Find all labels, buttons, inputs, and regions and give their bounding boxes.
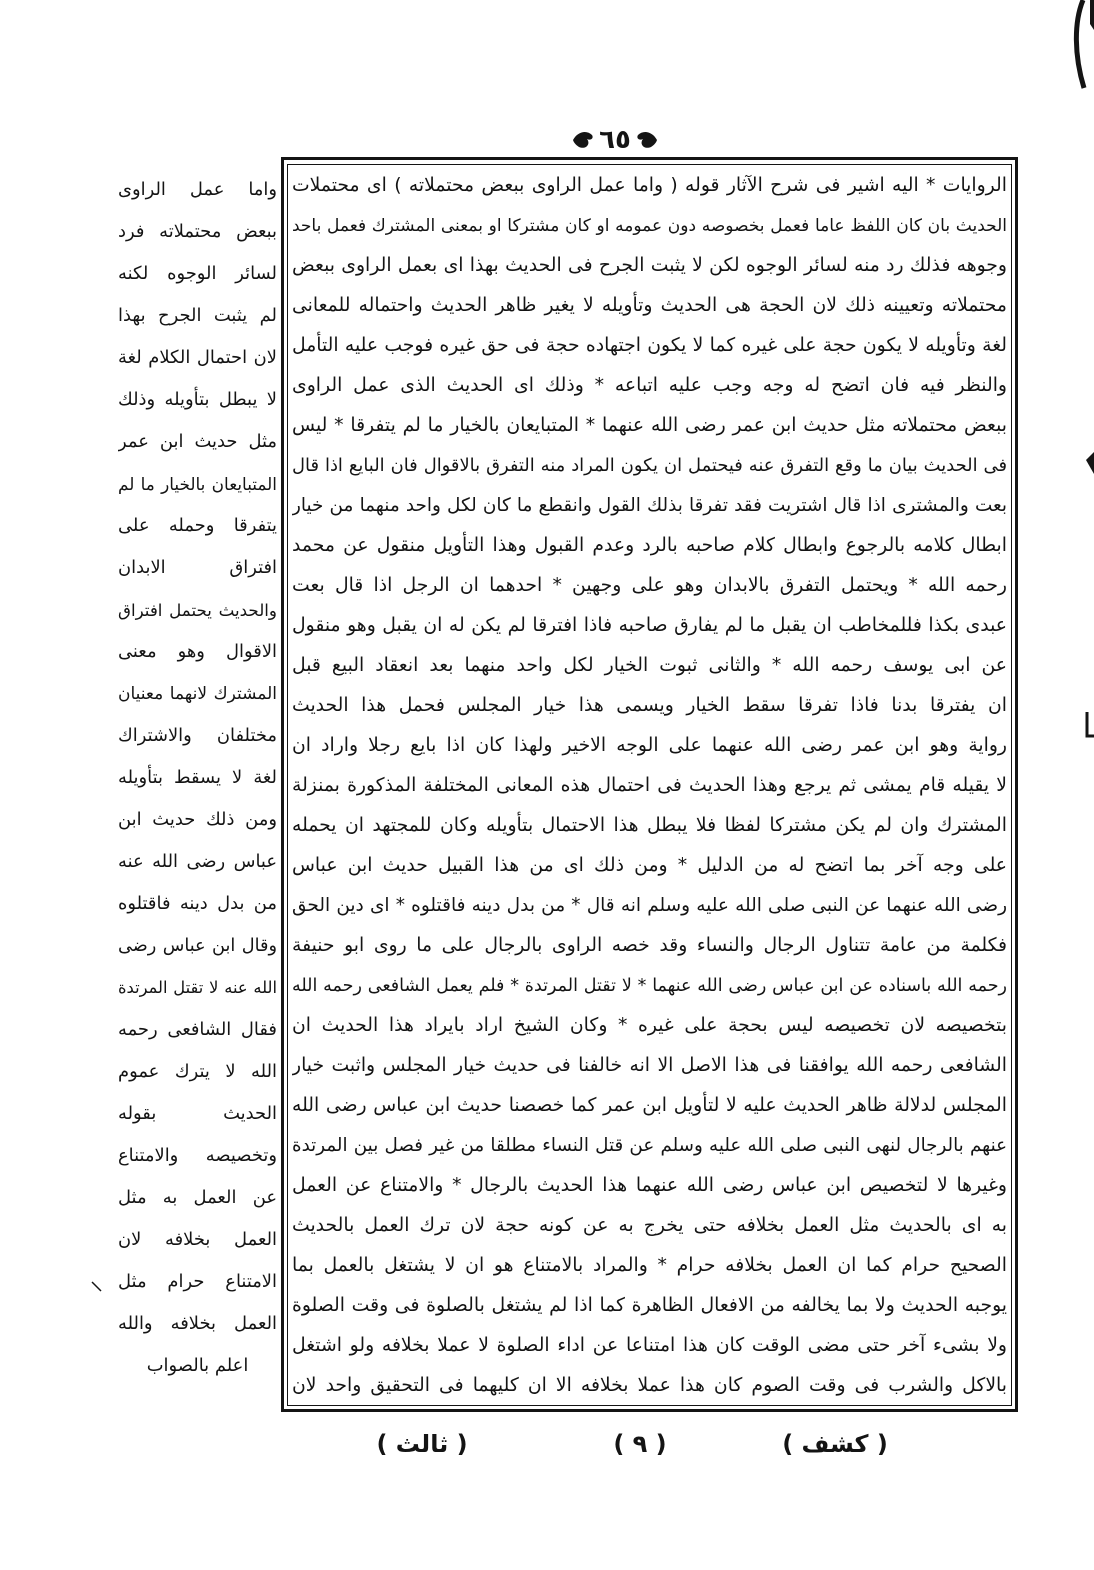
margin-note-line: المشترك لانهما معنيان [118,684,277,704]
main-text [292,166,1007,1406]
main-text-line: عنهم بالرجال لنهى النبى صلى الله عليه وسلم عن قتل النساء مطلقا من غير فصل بين المرتدة [292,1135,1007,1156]
margin-note-line: الله لا يترك عموم [118,1061,277,1082]
main-text-line: رحمه الله * ويحتمل التفرق بالابدان وهو على وجهين * احدهما ان الرجل اذا قال بعت [292,575,1007,596]
main-text-line: ولا بشىء آخر حتى مضى الوقت كان هذا امتناعا عن اداء الصلوة لا عملا بخلافه ولو اشتغل [292,1335,1007,1356]
margin-note-line: الاقوال وهو معنى [118,641,277,662]
footer-signature-center: ( ٩ ) [613,1430,667,1458]
margin-note-line: الحديث بقوله [118,1103,277,1124]
main-text-line: عن ابى يوسف رحمه الله * والثانى ثبوت الخيار لكل واحد منهما بعد انعقاد البيع قبل [292,655,1007,676]
main-text-line: ببعض محتملاته مثل حديث ابن عمر رضى الله عنهما * المتبايعان بالخيار ما لم يتفرقا * ليس [292,415,1007,436]
margin-note-line: افتراق الابدان [118,557,277,578]
page-number-text: ٦٥ [599,125,631,155]
main-text-line: المجلس لدلالة ظاهر الحديث عليه لا لتأويل ابن عمر كما خصصنا حديث ابن عباس رضى الله [292,1095,1007,1116]
main-text-line: الحديث بان كان اللفظ عاما فعمل بخصوصه دون عمومه او كان مشتركا او بمعنى المشترك فعمل باحد [292,216,1007,236]
margin-note-line: وقال ابن عباس رضى [118,936,277,956]
main-text-line: وغيرها لا لتخصيص ابن عباس رضى الله عنهما هذا الحديث بالرجال * والامتناع عن العمل [292,1175,1007,1196]
margin-note-line: عن العمل به مثل [118,1187,277,1208]
margin-note-line: لا يبطل بتأويله وذلك [118,389,277,410]
margin-note-line: لسائر الوجوه لكنه [118,263,277,284]
margin-note-line: ببعض محتملاته فرد [118,221,277,242]
main-text-line: المشترك وان لم يكن مشتركا لفظا فلا يبطل هذا الاحتمال بتأويله وكان للمجتهد ان يحمله [292,815,1007,836]
footer-signature-left: ( ثالث ) [376,1430,468,1458]
main-text-line: بتخصيصه لان تخصيصه ليس بحجة على غيره * وكان الشيخ اراد بايراد هذا الحديث ان [292,1015,1007,1036]
main-text-line: الشافعى رحمه الله يوافقنا فى هذا الاصل الا انه خالفنا فى حديث خيار المجلس واثبت خيار [292,1055,1007,1076]
main-text-line: والنظر فيه فان اتضح له وجه وجب عليه اتباعه * وذلك اى الحديث الذى عمل الراوى [292,375,1007,396]
margin-note-line: العمل بخلافه والله [118,1313,277,1334]
main-text-line: رحمه الله باسناده عن ابن عباس رضى الله عنهما * لا تقتل المرتدة * فلم يعمل الشافعى رحمه الله [292,976,1007,996]
page-number [555,120,675,160]
main-text-line: فكلمة من عامة تتناول الرجال والنساء وقد خصه الراوى بالرجال على ما روى ابو حنيفة [292,935,1007,956]
margin-note-line: والحديث يحتمل افتراق [118,600,277,620]
main-text-line: بعت والمشترى اذا قال اشتريت فقد تفرقا بذلك القول وانقطع ما كان لكل واحد منهما من خيار [292,495,1007,516]
ornament-right-icon [636,128,658,152]
margin-note-line: اعلم بالصواب [146,1355,249,1376]
margin-note-line: من بدل دينه فاقتلوه [118,893,277,914]
ornament-left-icon [572,128,594,152]
main-text-line: على وجه آخر بما اتضح له من الدليل * ومن ذلك اى من هذا القبيل حديث ابن عباس [292,855,1007,876]
main-text-line: لا يقيله قام يمشى ثم يرجع وهذا الحديث فى احتمال هذه المعانى المختلفة المذكورة بمنزلة [292,775,1007,796]
margin-note-line: لغة لا يسقط بتأويله [118,767,277,788]
margin-note-line: يتفرقا وحمله على [118,515,277,536]
margin-note [118,169,277,1387]
main-text-line: رضى الله عنهما عن النبى صلى الله عليه وسلم انه قال * من بدل دينه فاقتلوه * اى دين الحق [292,895,1007,916]
main-text-line: محتملاته وتعيينه ذلك لان الحجة هى الحديث وتأويله لا يغير ظاهر الحديث واحتماله للمعانى [292,295,1007,316]
main-text-line: بالاكل والشرب فى وقت الصوم كان هذا عملا بخلافه الا ان كليهما فى التحقيق واحد لان [292,1375,1007,1396]
main-text-line: به اى بالحديث مثل العمل بخلافه حتى يخرج به عن كونه حجة لان ترك العمل بالحديث [292,1215,1007,1236]
margin-note-line: المتبايعان بالخيار ما لم [118,474,277,494]
margin-note-line: مختلفان والاشتراك [118,725,277,746]
main-text-line: الروايات * اليه اشير فى شرح الآثار قوله ( واما عمل الراوى ببعض محتملاته ) اى محتملات [292,175,1007,196]
main-text-line: ابطال كلامه بالرجوع وابطال كلام صاحبه بالرد وعدم القبول وهذا التأويل منقول عن محمد [292,535,1007,556]
main-text-line: فى الحديث بيان ما وقع التفرق عنه فيحتمل ان يكون المراد منه التفرق بالاقوال فان البايع اذا قال [292,455,1007,476]
margin-note-line: فقال الشافعى رحمه [118,1019,277,1040]
margin-note-line: العمل بخلافه لان [118,1229,277,1250]
main-text-line: عبدى بكذا فللمخاطب ان يقبل ما لم يفارق صاحبه فاذا افترقا لم يكن له ان يقبل وهو منقول [292,615,1007,636]
footer-signature-right: ( كشف ) [782,1430,888,1458]
margin-note-line: عباس رضى الله عنه [118,851,277,872]
main-text-line: ان يفترقا بدنا فاذا تفرقا سقط الخيار ويسمى هذا خيار المجلس فحمل هذا الحديث [292,695,1007,716]
margin-note-line: الله عنه لا تقتل المرتدة [118,978,277,997]
margin-note-line: واما عمل الراوى [118,179,277,200]
main-text-line: لغة وتأويله لا يكون حجة على غيره كما لا يكون اجتهاده حجة فى حق غيره فوجب عليه التأمل [292,335,1007,356]
main-text-line: رواية وهو ابن عمر رضى الله عنهما على الوجه الاخير ولهذا كان اذا بايع رجلا واراد ان [292,735,1007,756]
main-text-line: الصحيح حرام كما ان العمل بخلافه حرام * والمراد بالامتناع هو ان لا يشتغل بالعمل بما [292,1255,1007,1276]
margin-note-line: الامتناع حرام مثل [118,1271,277,1292]
margin-note-line: مثل حديث ابن عمر [118,431,277,452]
margin-note-line: وتخصيصه والامتناع [118,1145,277,1166]
main-text-line: وجوهه فذلك رد منه لسائر الوجوه لكن لا يثبت الجرح فى الحديث بهذا اى بعمل الراوى ببعض [292,255,1007,276]
margin-note-line: لان احتمال الكلام لغة [118,347,277,368]
margin-note-line: ومن ذلك حديث ابن [118,809,277,830]
main-text-line: يوجبه الحديث ولا بما يخالفه من الافعال الظاهرة كما اذا لم يشتغل بالصلوة فى وقت الصلوة [292,1295,1007,1316]
margin-note-line: لم يثبت الجرح بهذا [118,305,277,326]
